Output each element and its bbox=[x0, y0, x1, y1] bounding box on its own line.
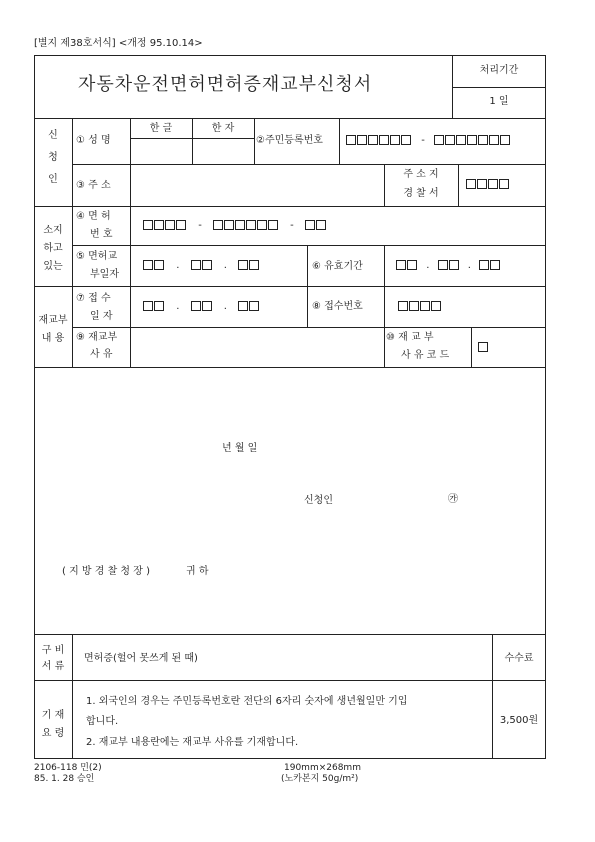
divider bbox=[34, 118, 546, 119]
divider bbox=[34, 286, 546, 287]
name-label: ① 성 명 bbox=[76, 135, 111, 146]
divider bbox=[307, 245, 308, 327]
divider bbox=[339, 118, 340, 164]
validity-label: ⑥ 유효기간 bbox=[312, 261, 363, 272]
license-number-field[interactable]: - - bbox=[143, 220, 327, 231]
divider bbox=[384, 245, 385, 327]
license-number-label: ④ 면 허 bbox=[76, 211, 111, 222]
reissue-reason-label: ⑨ 재교부 bbox=[76, 332, 118, 343]
paper-type: (노카본지 50g/m²) bbox=[281, 774, 359, 784]
form-title: 자동차운전면허면허증재교부신청서 bbox=[78, 74, 373, 95]
applicant-signature-field[interactable] bbox=[350, 490, 445, 506]
divider bbox=[72, 634, 73, 759]
recipient-honorific: 귀 하 bbox=[186, 566, 209, 577]
reissue-reason-field[interactable] bbox=[131, 328, 383, 366]
section-label-holding: 하고 bbox=[43, 243, 63, 254]
divider bbox=[254, 118, 255, 164]
documents-label: 구 비 bbox=[41, 645, 65, 656]
address-label: ③ 주 소 bbox=[76, 180, 111, 191]
divider bbox=[452, 87, 546, 88]
divider bbox=[34, 680, 546, 681]
receipt-date-label: 일 자 bbox=[90, 311, 113, 322]
divider bbox=[471, 327, 472, 367]
section-label-applicant: 청 bbox=[48, 152, 58, 163]
recipient: ( 지 방 경 찰 청 장 ) bbox=[62, 566, 151, 577]
validity-field[interactable]: . . bbox=[396, 260, 501, 271]
section-label-applicant: 인 bbox=[48, 174, 58, 185]
receipt-date-field[interactable]: . . bbox=[143, 301, 260, 312]
rrn-label: ②주민등록번호 bbox=[256, 135, 323, 146]
divider bbox=[72, 245, 546, 246]
name-hangul-field[interactable] bbox=[131, 139, 191, 163]
required-documents: 면허증(헐어 못쓰게 된 때) bbox=[84, 653, 198, 664]
divider bbox=[34, 634, 546, 635]
divider bbox=[72, 118, 73, 367]
form-code: 2106-118 민(2) bbox=[34, 763, 102, 773]
instruction-item: 1. 외국인의 경우는 주민등록번호란 전단의 6자리 숫자에 생년월일만 기입 bbox=[86, 696, 408, 707]
divider bbox=[492, 634, 493, 759]
instructions-label: 요 령 bbox=[41, 728, 65, 739]
reason-code-label: 사 유 코 드 bbox=[401, 350, 450, 361]
processing-period-label: 처리기간 bbox=[479, 65, 519, 76]
divider bbox=[458, 164, 459, 206]
instruction-item: 2. 재교부 내용란에는 재교부 사유를 기재합니다. bbox=[86, 737, 299, 748]
issue-date-field[interactable]: . . bbox=[143, 260, 260, 271]
divider bbox=[384, 327, 385, 367]
divider bbox=[452, 55, 453, 118]
rrn-field[interactable]: - bbox=[346, 135, 511, 146]
paper-size: 190mm×268mm bbox=[284, 763, 361, 773]
reissue-reason-label: 사 유 bbox=[90, 349, 113, 360]
receipt-date-label: ⑦ 접 수 bbox=[76, 293, 111, 304]
approval-date: 85. 1. 28 승인 bbox=[34, 774, 95, 784]
section-label-holding: 있는 bbox=[43, 261, 63, 272]
section-label-holding: 소지 bbox=[43, 225, 63, 236]
section-label-reissue: 재교부 bbox=[38, 315, 68, 326]
fee-amount: 3,500원 bbox=[499, 715, 539, 726]
section-label-applicant: 신 bbox=[48, 130, 58, 141]
issue-date-label: 부일자 bbox=[90, 269, 119, 280]
processing-period-value: 1 일 bbox=[489, 96, 509, 107]
name-hanja-field[interactable] bbox=[193, 139, 253, 163]
police-station-label: 주 소 지 bbox=[403, 169, 439, 180]
seal-mark: ㉮ bbox=[448, 494, 458, 505]
police-station-code-field[interactable] bbox=[466, 179, 510, 190]
license-number-label: 번 호 bbox=[90, 229, 113, 240]
issue-date-label: ⑤ 면허교 bbox=[76, 251, 118, 262]
form-number-note: [별지 제38호서식] <개정 95.10.14> bbox=[34, 38, 203, 49]
police-station-label: 경 찰 서 bbox=[403, 188, 439, 199]
instruction-item: 합니다. bbox=[86, 716, 119, 727]
hanja-label: 한 자 bbox=[211, 123, 235, 134]
fee-label: 수수료 bbox=[504, 653, 534, 664]
date-line: 년 월 일 bbox=[222, 443, 258, 454]
receipt-number-field[interactable] bbox=[398, 301, 442, 312]
hangul-label: 한 글 bbox=[149, 123, 173, 134]
documents-label: 서 류 bbox=[41, 661, 65, 672]
reason-code-field[interactable] bbox=[478, 342, 489, 353]
instructions-label: 기 재 bbox=[41, 710, 65, 721]
divider bbox=[34, 206, 546, 207]
divider bbox=[34, 367, 546, 368]
address-field[interactable] bbox=[131, 165, 383, 205]
section-label-reissue: 내 용 bbox=[41, 333, 65, 344]
applicant-signature-label: 신청인 bbox=[304, 495, 333, 506]
receipt-number-label: ⑧ 접수번호 bbox=[312, 301, 363, 312]
reason-code-label: ⑩ 재 교 부 bbox=[386, 332, 434, 343]
